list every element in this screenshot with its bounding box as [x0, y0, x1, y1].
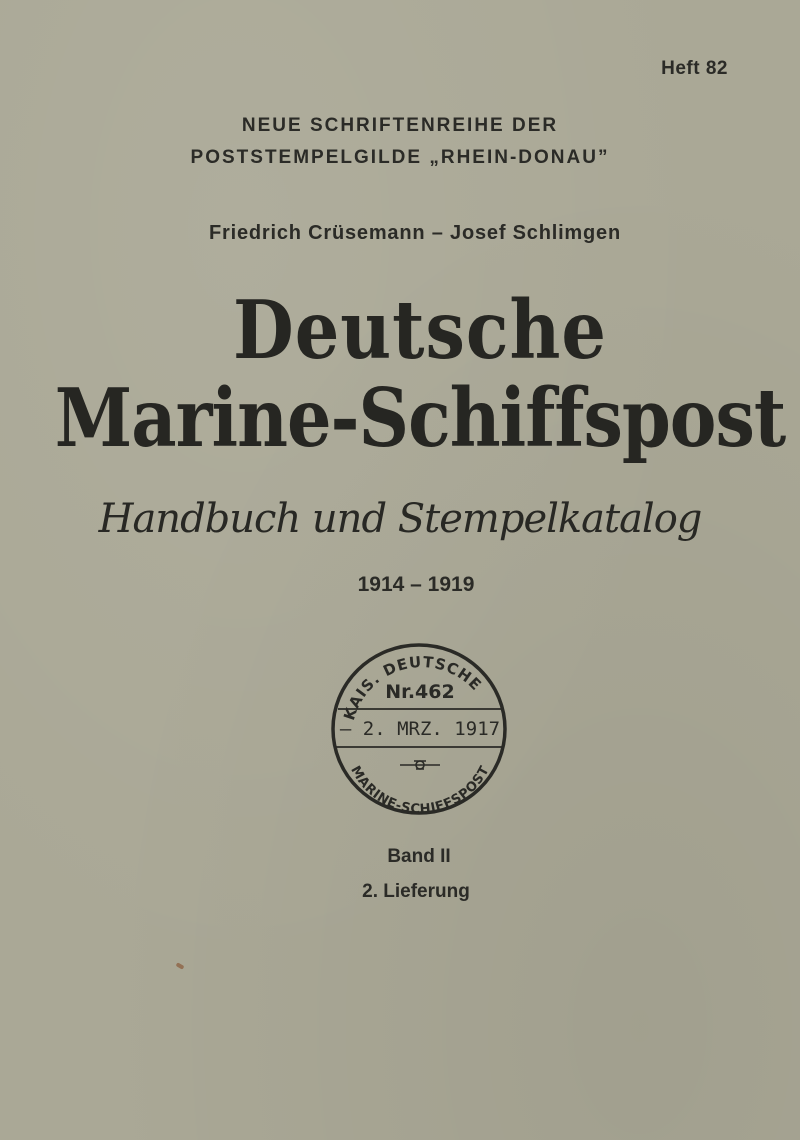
series-title-line-2: POSTSTEMPELGILDE „RHEIN-DONAU”: [190, 147, 610, 168]
stamp-number: Nr.462: [385, 681, 455, 703]
stamp-top-arc-text: KAIS. DEUTSCHE: [340, 652, 486, 723]
main-title-line-2: Marine-Schiffspost: [54, 369, 786, 466]
stamp-bottom-arc-text: MARINE-SCHIFFSPOST: [347, 763, 493, 818]
volume-label: Band II: [387, 846, 451, 867]
subtitle: Handbuch und Stempelkatalog: [98, 496, 702, 542]
stamp-date: – 2. MRZ. 1917: [339, 718, 501, 740]
series-title-line-1: NEUE SCHRIFTENREIHE DER: [241, 115, 559, 136]
authors: Friedrich Crüsemann – Josef Schlimgen: [209, 222, 621, 244]
postmark-stamp: [330, 641, 510, 821]
anchor-ornament-icon: [400, 761, 440, 769]
main-title-line-1: Deutsche: [233, 281, 607, 378]
delivery-label: 2. Lieferung: [362, 881, 470, 902]
year-range: 1914 – 1919: [357, 573, 475, 596]
paper-blemish: [176, 962, 185, 969]
issue-number: Heft 82: [661, 58, 728, 79]
